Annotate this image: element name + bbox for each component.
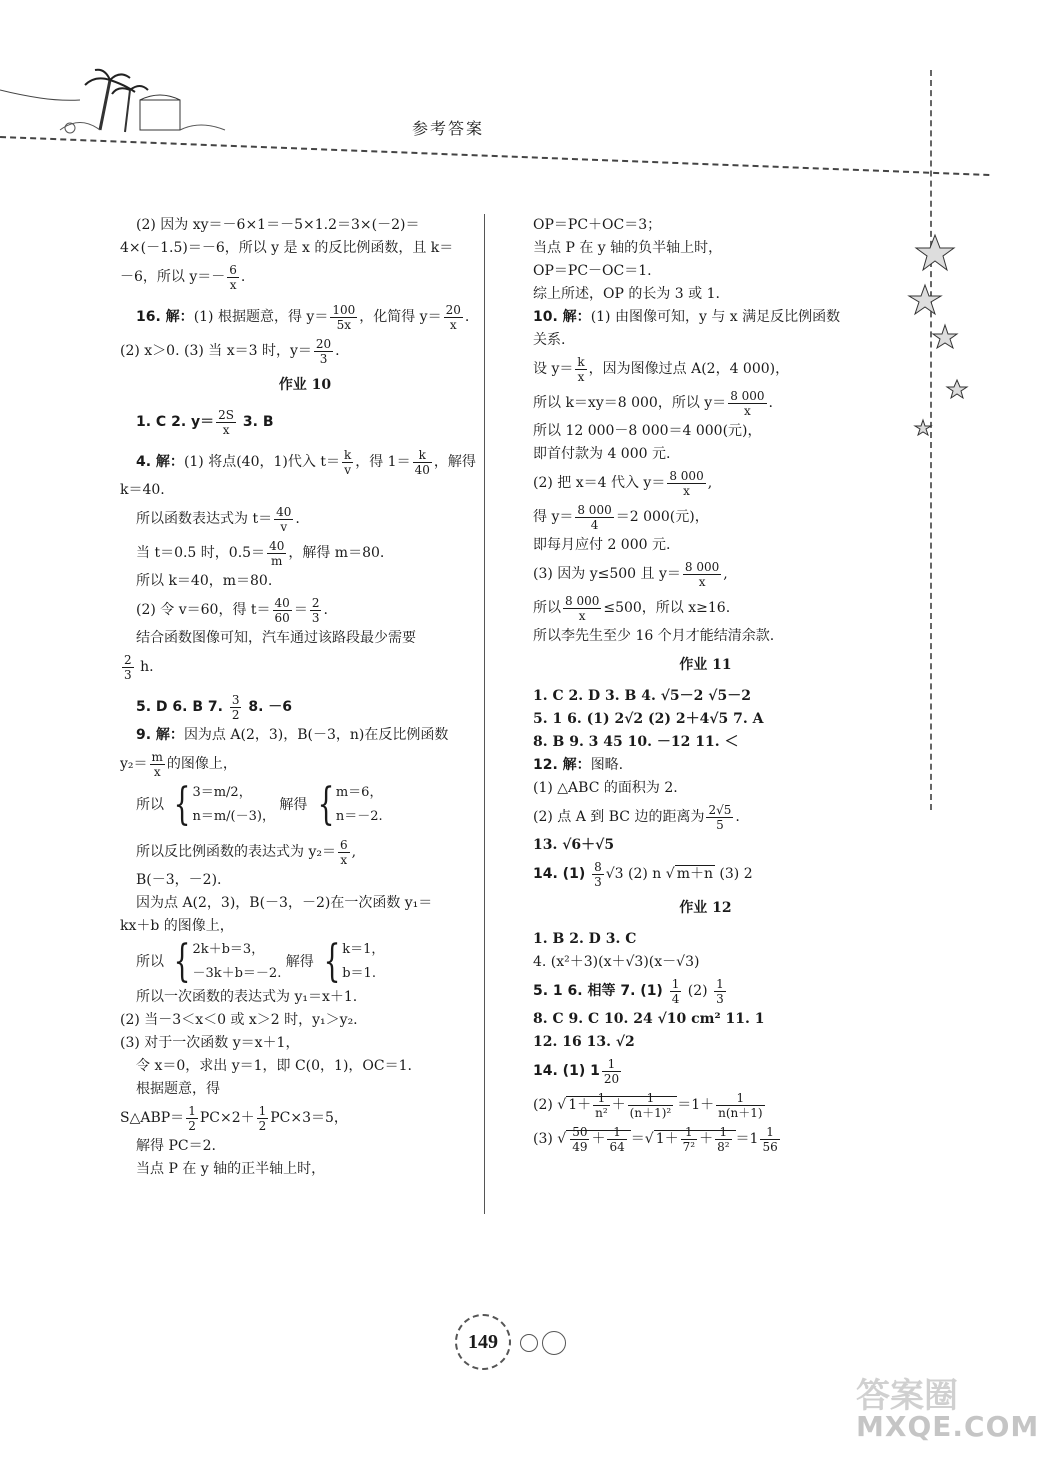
answers-12-5: 5. 1 6. 相等 7. (1) $\frac{1}{4}$ (2) $\frac{1}{3}$	[533, 976, 724, 1006]
star-decoration-icon	[905, 230, 975, 440]
answer-14: 14. (1) $\frac{8}{3}$ √3 (2) n √ m＋n (3) 2	[533, 859, 753, 889]
q9-system1: 所以 { 3＝m/2， n＝m/(－3)， 解得 { m＝6， n＝－2.	[136, 779, 383, 830]
q15-line1: (2) 因为 xy＝－6×1＝－5×1.2＝3×(－2)＝	[136, 217, 420, 233]
answer-12-14-2: (2) √ 1＋ $\frac{1}{\text{n²}}$ ＋ $\frac{1}{\text{(n＋1)²}}$ ＝1＋ $\frac{1}{n(n+1)}$	[533, 1090, 763, 1120]
answers-11-1: 1. C 2. D 3. B 4. √5－2 √5－2	[533, 688, 751, 704]
q9-line6: 因为点 A(2，3)，B(－3，－2)在一次函数 y₁＝	[136, 895, 433, 911]
section-heading-12: 作业 12	[679, 900, 732, 916]
q16-line2: (2) x＞0. (3) 当 x＝3 时，y＝ $\frac{20}{3}$ .	[120, 336, 340, 366]
fraction: $\frac{6}{x}$	[229, 262, 237, 292]
q12-line2: (1) △ABC 的面积为 2.	[533, 780, 678, 796]
r-line1: OP＝PC＋OC＝3；	[533, 217, 662, 233]
q10-line6: 即首付款为 4 000 元.	[533, 446, 671, 462]
answer-12-14-3: (3) √ $\frac{50}{49}$ ＋ $\frac{1}{64}$ ＝√ 1＋ $\frac{1}{\text{7²}}$ ＋ $\frac{1}{\text{8²}}$ ＝1 $\frac{1}{56}$	[533, 1124, 778, 1154]
watermark-logo: 答案圈	[856, 1376, 958, 1416]
column-divider	[484, 214, 485, 1214]
margin-divider	[930, 70, 932, 810]
q15-line2: 4×(－1.5)＝－6，所以 y 是 x 的反比例函数，且 k＝	[120, 240, 454, 256]
q9-line14: S△ABP＝ $\frac{1}{2}$ PC×2＋ $\frac{1}{2}$ PC×3＝5，	[120, 1103, 348, 1133]
answers-12-4: 4. (x²＋3)(x＋√3)(x－√3)	[533, 954, 700, 970]
q10-line10: (3) 因为 y≤500 且 y＝ $\frac{8 000}{x}$ ,	[533, 559, 728, 589]
q9-line13: 根据题意，得	[136, 1081, 220, 1097]
q9-line15: 解得 PC＝2.	[136, 1138, 216, 1154]
q4-line3: 所以函数表达式为 t＝ $\frac{40}{v}$ .	[136, 504, 300, 534]
r-line3: OP＝PC－OC＝1.	[533, 263, 652, 279]
q10-line4: 所以 k＝xy＝8 000，所以 y＝ $\frac{8 000}{x}$ .	[533, 388, 773, 418]
q9-line5: B(－3，－2).	[136, 872, 222, 888]
q10-line2: 关系.	[533, 332, 566, 348]
answers-12-8: 8. C 9. C 10. 24 √10 cm² 11. 1	[533, 1011, 765, 1027]
answers-12-12: 12. 16 13. √2	[533, 1034, 635, 1050]
answer-13: 13. √6＋√5	[533, 837, 615, 853]
answers-12-1: 1. B 2. D 3. C	[533, 931, 637, 947]
answers-11-8: 8. B 9. 3 45 10. －12 11. ＜	[533, 734, 739, 750]
q9-line7: kx＋b 的图像上，	[120, 918, 234, 934]
decorative-circle-small	[520, 1334, 538, 1352]
q4-line1: 4. 解：(1) 将点(40，1)代入 t＝ $\frac{k}{v}$ ，得 1＝ $\frac{k}{40}$ ，解得	[136, 447, 476, 477]
q10-line7: (2) 把 x＝4 代入 y＝ $\frac{8 000}{x}$ ,	[533, 468, 713, 498]
q10-line3: 设 y＝ $\frac{k}{x}$ ，因为图像过点 A(2，4 000)，	[533, 354, 790, 384]
q9-system2: 所以 { 2k＋b＝3， －3k＋b＝－2. 解得 { k＝1， b＝1.	[136, 936, 385, 987]
q9-line2: y₂＝ $\frac{m}{x}$ 的图像上，	[120, 749, 237, 779]
right-column	[533, 214, 878, 1156]
q12-line1: 12. 解：图略.	[533, 757, 624, 773]
q9-line1: 9. 解：因为点 A(2，3)，B(－3，n)在反比例函数	[136, 727, 449, 743]
answers-5-8: 5. D 6. B 7. $\frac{3}{2}$ 8. －6	[136, 692, 293, 722]
page-title: 参考答案	[412, 119, 485, 138]
q10-line1: 10. 解：(1) 由图像可知，y 与 x 满足反比例函数	[533, 309, 841, 325]
answers-11-5: 5. 1 6. (1) 2√2 (2) 2＋4√5 7. A	[533, 711, 764, 727]
r-line4: 综上所述，OP 的长为 3 或 1.	[533, 286, 720, 302]
header-decoration-illustration	[0, 60, 240, 140]
section-heading-10: 作业 10	[278, 377, 332, 393]
r-line2: 当点 P 在 y 轴的负半轴上时，	[533, 240, 723, 256]
q9-line16: 当点 P 在 y 轴的正半轴上时，	[136, 1161, 326, 1177]
q16-line1: 16. 解：(1) 根据题意，得 y＝ $\frac{100}{5x}$ ，化简得 y＝ $\frac{20}{x}$ .	[136, 302, 470, 332]
q15-line3: －6，所以 y＝－ $\frac{6}{x}$ .	[120, 262, 246, 292]
q9-line4: 所以反比例函数的表达式为 y₂＝ $\frac{6}{x}$ ,	[136, 837, 357, 867]
answer-12-14-1: 14. (1) 1 $\frac{1}{20}$	[533, 1056, 620, 1086]
q12-line3: (2) 点 A 到 BC 边的距离为 $\frac{2√5}{5}$ .	[533, 802, 740, 832]
answers-1-3: 1. C 2. y＝ $\frac{2S}{x}$ 3. B	[136, 407, 274, 437]
q10-line5: 所以 12 000－8 000＝4 000(元)，	[533, 423, 762, 439]
q9-line12: 令 x＝0，求出 y＝1，即 C(0，1)，OC＝1.	[136, 1058, 412, 1074]
q10-line12: 所以李先生至少 16 个月才能结清余款.	[533, 628, 775, 644]
left-column	[120, 214, 476, 1181]
q4-line4: 当 t＝0.5 时，0.5＝ $\frac{40}{m}$ ，解得 m＝80.	[136, 538, 385, 568]
q4-line2: k＝40.	[120, 482, 165, 498]
page-number: 149	[455, 1314, 511, 1370]
q10-line9: 即每月应付 2 000 元.	[533, 537, 671, 553]
section-heading-11: 作业 11	[679, 657, 732, 673]
q4-line7: 结合函数图像可知，汽车通过该路段最少需要	[136, 630, 416, 646]
q4-line5: 所以 k＝40，m＝80.	[136, 573, 273, 589]
watermark-url: MXQE.COM	[856, 1410, 1039, 1443]
q9-line10: (2) 当－3＜x＜0 或 x＞2 时，y₁＞y₂.	[120, 1012, 358, 1028]
q10-line8: 得 y＝ $\frac{8 000}{4}$ ＝2 000(元)，	[533, 502, 709, 532]
q4-line8: $\frac{2}{3}$ h.	[124, 652, 154, 682]
q9-line9: 所以一次函数的表达式为 y₁＝x＋1.	[136, 989, 358, 1005]
q4-line6: (2) 令 v＝60，得 t＝ $\frac{40}{60}$ ＝ $\frac{2}{3}$ .	[136, 595, 328, 625]
header-divider	[0, 136, 989, 178]
decorative-circle-large	[542, 1331, 566, 1355]
q10-line11: 所以 $\frac{8 000}{x}$ ≤500，所以 x≥16.	[533, 593, 731, 623]
q9-line11: (3) 对于一次函数 y＝x＋1，	[120, 1035, 300, 1051]
